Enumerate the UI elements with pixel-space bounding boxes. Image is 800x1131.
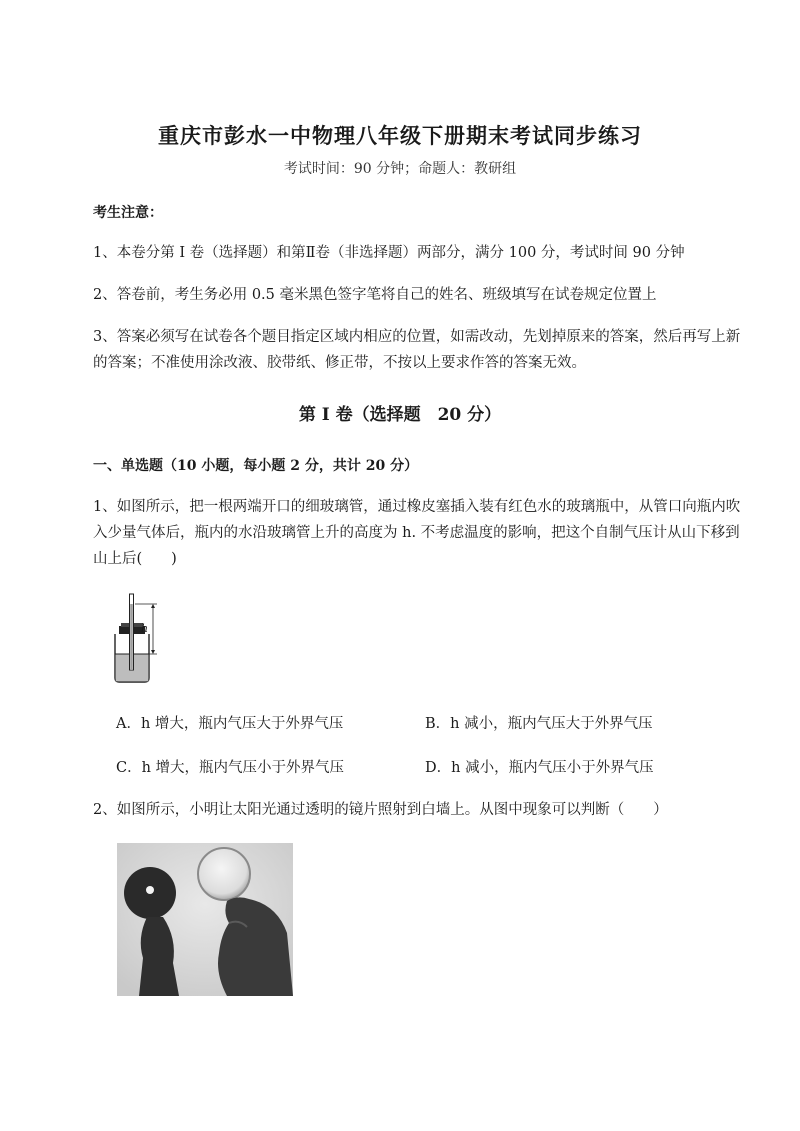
barometer-figure (105, 592, 165, 684)
height-label: h (141, 622, 149, 635)
exam-info: 考试时间：90 分钟；命题人：教研组 (283, 161, 517, 177)
option-c[interactable]: C．h 增大，瓶内气压小于外界气压 (116, 760, 345, 776)
page-title: 重庆市彭水一中物理八年级下册期末考试同步练习 (158, 123, 642, 148)
notice-heading: 考生注意： (93, 205, 163, 221)
option-d[interactable]: D．h 减小，瓶内气压小于外界气压 (425, 760, 654, 776)
section-title: 第 I 卷（选择题 20 分） (298, 405, 502, 425)
lens-photo (117, 843, 293, 996)
notice-item-2: 2、答卷前，考生务必用 0.5 毫米黑色签字笔将自己的姓名、班级填写在试卷规定位置上 (93, 287, 657, 303)
section-subheading: 一、单选题（10 小题，每小题 2 分，共计 20 分） (93, 458, 419, 474)
notice-item-1: 1、本卷分第 I 卷（选择题）和第Ⅱ卷（非选择题）两部分，满分 100 分，考试时间 90 分钟 (93, 245, 685, 261)
question-1-stem: 1、如图所示，把一根两端开口的细玻璃管，通过橡皮塞插入装有红色水的玻璃瓶中，从管口向瓶内吹入少量气体后，瓶内的水沿玻璃管上升的高度为 h. 不考虑温度的影响，把这个自制气压计从山下移到山上后( ) (93, 499, 741, 567)
option-a[interactable]: A．h 增大，瓶内气压大于外界气压 (116, 716, 344, 732)
question-2-stem: 2、如图所示，小明让太阳光通过透明的镜片照射到白墙上。从图中现象可以判断（ ） (93, 802, 668, 818)
notice-item-3: 3、答案必须写在试卷各个题目指定区域内相应的位置，如需改动，先划掉原来的答案，然后再写上新的答案；不准使用涂改液、胶带纸、修正带，不按以上要求作答的答案无效。 (93, 329, 741, 371)
option-b[interactable]: B．h 减小，瓶内气压大于外界气压 (425, 716, 653, 732)
